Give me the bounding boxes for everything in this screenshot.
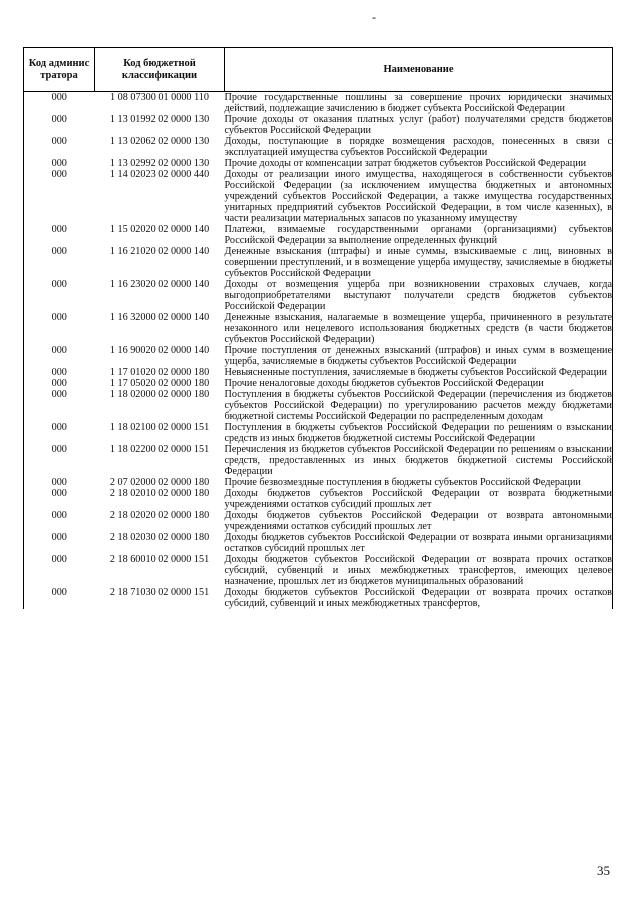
admin-code-cell: 000 bbox=[24, 246, 95, 279]
budget-code-cell: 1 16 90020 02 0000 140 bbox=[109, 345, 210, 356]
admin-code-cell: 000 bbox=[24, 378, 95, 389]
table-row bbox=[24, 477, 613, 488]
admin-code-cell: 000 bbox=[24, 114, 95, 136]
admin-code-cell: 000 bbox=[24, 224, 95, 246]
admin-code-cell: 000 bbox=[24, 279, 95, 312]
table-row bbox=[24, 114, 613, 136]
table-body bbox=[24, 92, 613, 610]
admin-code-cell: 000 bbox=[24, 367, 95, 378]
budget-code-cell: 1 14 02023 02 0000 440 bbox=[109, 169, 210, 180]
header-budget-code: Код бюджетной классификации bbox=[95, 48, 225, 92]
name-cell: Доходы, поступающие в порядке возмещения расходов, понесенных в связи с эксплуатацией имущества субъектов Российской Федерации bbox=[224, 136, 612, 158]
budget-code-cell: 1 17 05020 02 0000 180 bbox=[109, 378, 210, 389]
budget-code-cell: 2 18 71030 02 0000 151 bbox=[109, 587, 210, 598]
table-row bbox=[24, 92, 613, 115]
name-cell: Поступления в бюджеты субъектов Российской Федерации по решениям о взыскании средств из иных бюджетов бюджетной системы Российской Федерации bbox=[224, 422, 612, 444]
table-row bbox=[24, 279, 613, 312]
admin-code-cell: 000 bbox=[24, 532, 95, 554]
name-cell: Невыясненные поступления, зачисляемые в бюджеты субъектов Российской Федерации bbox=[225, 367, 613, 378]
admin-code-cell: 000 bbox=[24, 488, 95, 510]
table-row bbox=[24, 169, 613, 224]
name-cell: Доходы от возмещения ущерба при возникновении страховых случаев, когда выгодоприобретателями выступают получатели средств бюджетов субъектов Российской Федерации bbox=[224, 279, 612, 312]
name-cell: Платежи, взимаемые государственными органами (организациями) субъектов Российской Федерации за выполнение определенных функций bbox=[224, 224, 612, 246]
name-cell: Прочие государственные пошлины за совершение прочих юридически значимых действий, подлежащие зачислению в бюджет субъекта Российской Федерации bbox=[224, 92, 612, 114]
budget-code-cell: 2 18 02020 02 0000 180 bbox=[109, 510, 210, 521]
admin-code-cell: 000 bbox=[24, 312, 95, 345]
table-row bbox=[24, 532, 613, 554]
name-cell: Прочие неналоговые доходы бюджетов субъектов Российской Федерации bbox=[225, 378, 613, 389]
table-row bbox=[24, 389, 613, 422]
budget-code-cell: 1 18 02200 02 0000 151 bbox=[109, 444, 210, 455]
budget-code-cell: 1 08 07300 01 0000 110 bbox=[110, 92, 209, 103]
budget-classification-table bbox=[23, 47, 613, 609]
name-cell: Доходы бюджетов субъектов Российской Федерации от возврата бюджетными учреждениями остатков субсидий прошлых лет bbox=[224, 488, 612, 510]
table-row bbox=[24, 510, 613, 532]
name-cell: Прочие доходы от оказания платных услуг (работ) получателями средств бюджетов субъектов Российской Федерации bbox=[224, 114, 612, 136]
page-top-mark: - bbox=[372, 10, 376, 24]
admin-code-cell: 000 bbox=[24, 444, 95, 477]
table-row bbox=[24, 422, 613, 444]
name-cell: Поступления в бюджеты субъектов Российской Федерации (перечисления из бюджетов субъектов Российской Федерации) по урегулированию расчетов между бюджетами бюджетной системы Российской Федерации по распределенным доходам bbox=[224, 389, 612, 422]
table-row bbox=[24, 554, 613, 587]
table-row bbox=[24, 345, 613, 367]
admin-code-cell: 000 bbox=[24, 169, 95, 224]
budget-code-cell: 1 15 02020 02 0000 140 bbox=[109, 224, 210, 235]
budget-code-cell: 2 18 02030 02 0000 180 bbox=[109, 532, 210, 543]
name-cell: Прочие поступления от денежных взысканий (штрафов) и иных сумм в возмещение ущерба, зачисляемые в бюджеты субъектов Российской Федерации bbox=[224, 345, 612, 367]
admin-code-cell: 000 bbox=[24, 345, 95, 367]
name-cell: Доходы бюджетов субъектов Российской Федерации от возврата прочих остатков субсидий, субвенций и иных межбюджетных трансфертов, bbox=[224, 587, 612, 609]
table-row bbox=[24, 367, 613, 378]
budget-code-cell: 1 13 01992 02 0000 130 bbox=[109, 114, 210, 125]
budget-code-cell: 1 13 02992 02 0000 130 bbox=[109, 158, 210, 169]
name-cell: Денежные взыскания (штрафы) и иные суммы, взыскиваемые с лиц, виновных в совершении преступлений, и в возмещение ущерба имуществу, зачисляемые в бюджеты субъектов Российской Федерации bbox=[224, 246, 612, 279]
table-row bbox=[24, 312, 613, 345]
budget-code-cell: 2 07 02000 02 0000 180 bbox=[109, 477, 210, 488]
name-cell: Доходы бюджетов субъектов Российской Федерации от возврата иными организациями остатков субсидий прошлых лет bbox=[224, 532, 612, 554]
table-row bbox=[24, 587, 613, 609]
admin-code-cell: 000 bbox=[24, 158, 95, 169]
budget-code-cell: 1 17 01020 02 0000 180 bbox=[109, 367, 210, 378]
budget-code-cell: 1 16 32000 02 0000 140 bbox=[109, 312, 210, 323]
table-row bbox=[24, 158, 613, 169]
budget-code-cell: 1 16 23020 02 0000 140 bbox=[109, 279, 210, 290]
header-name: Наименование bbox=[225, 48, 613, 92]
name-cell: Денежные взыскания, налагаемые в возмещение ущерба, причиненного в результате незаконного или нецелевого использования бюджетных средств (в части бюджетов субъектов Российской Федерации) bbox=[224, 312, 612, 345]
budget-code-cell: 2 18 60010 02 0000 151 bbox=[109, 554, 210, 565]
budget-code-cell: 1 16 21020 02 0000 140 bbox=[109, 246, 210, 257]
table-row bbox=[24, 224, 613, 246]
admin-code-cell: 000 bbox=[24, 389, 95, 422]
budget-code-cell: 1 18 02100 02 0000 151 bbox=[109, 422, 210, 433]
admin-code-cell: 000 bbox=[24, 136, 95, 158]
admin-code-cell: 000 bbox=[24, 422, 95, 444]
admin-code-cell: 000 bbox=[24, 477, 95, 488]
name-cell: Доходы бюджетов субъектов Российской Федерации от возврата автономными учреждениями остатков субсидий прошлых лет bbox=[224, 510, 612, 532]
table-row bbox=[24, 378, 613, 389]
page-number: 35 bbox=[597, 863, 610, 878]
table-header-row bbox=[24, 48, 613, 92]
name-cell: Прочие безвозмездные поступления в бюджеты субъектов Российской Федерации bbox=[225, 477, 613, 488]
admin-code-cell: 000 bbox=[24, 92, 95, 115]
name-cell: Перечисления из бюджетов субъектов Российской Федерации по решениям о взыскании средств, предоставленных из иных бюджетов бюджетной системы Российской Федерации bbox=[224, 444, 612, 477]
admin-code-cell: 000 bbox=[24, 554, 95, 587]
table-row bbox=[24, 444, 613, 477]
admin-code-cell: 000 bbox=[24, 587, 95, 609]
table-row bbox=[24, 246, 613, 279]
budget-code-cell: 1 13 02062 02 0000 130 bbox=[109, 136, 210, 147]
budget-code-cell: 1 18 02000 02 0000 180 bbox=[109, 389, 210, 400]
table-row bbox=[24, 136, 613, 158]
admin-code-cell: 000 bbox=[24, 510, 95, 532]
header-admin-code: Код админис тратора bbox=[24, 48, 95, 92]
name-cell: Доходы бюджетов субъектов Российской Федерации от возврата прочих остатков субсидий, субвенций и иных межбюджетных трансфертов, имеющих целевое назначение, прошлых лет из бюджетов муниципальных образований bbox=[224, 554, 612, 587]
name-cell: Доходы от реализации иного имущества, находящегося в собственности субъектов Российской Федерации (за исключением имущества бюджетных и автономных учреждений субъектов Российской Федерации, а также имущества государственных унитарных предприятий субъектов Российской Федерации, в том числе казенных), в части реализации материальных запасов по указанному имуществу bbox=[224, 169, 612, 224]
table-row bbox=[24, 488, 613, 510]
budget-code-cell: 2 18 02010 02 0000 180 bbox=[109, 488, 210, 499]
name-cell: Прочие доходы от компенсации затрат бюджетов субъектов Российской Федерации bbox=[225, 158, 613, 169]
